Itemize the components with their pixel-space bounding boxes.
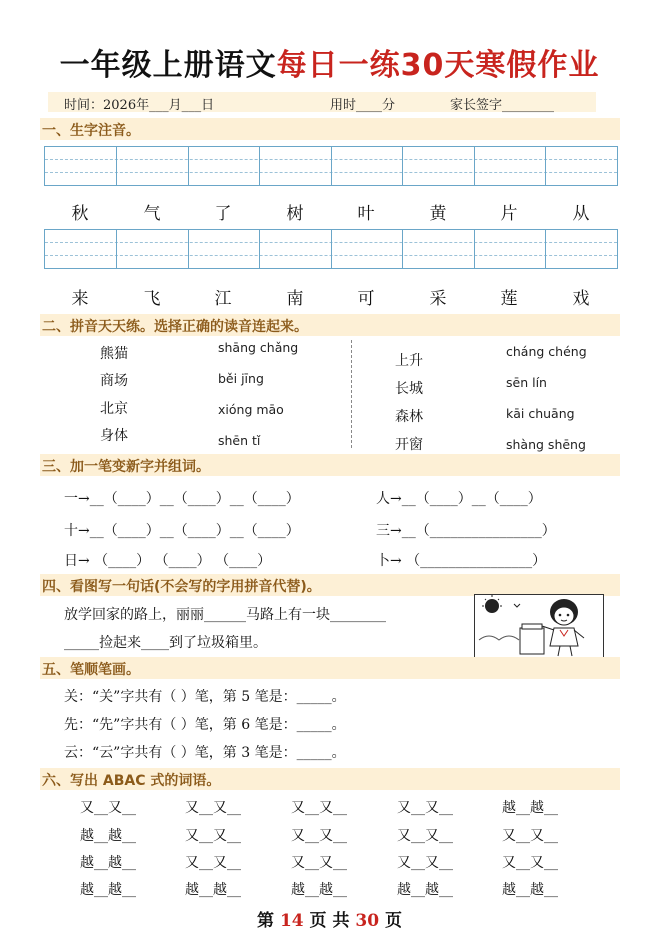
stroke-question[interactable]: 关：“关”字共有（ ）笔，第 5 笔是：_____。 — [64, 689, 346, 705]
match-word[interactable]: 商场 — [100, 373, 128, 389]
char: 来 — [71, 289, 89, 309]
abac-item[interactable]: 越__越__ — [80, 882, 136, 898]
match-word[interactable]: 长城 — [395, 381, 423, 397]
add-stroke-row[interactable]: 三→__（________________） — [376, 523, 556, 539]
abac-item[interactable]: 又__又__ — [291, 855, 347, 871]
section-2-header: 二、拼音天天练。选择正确的读音连起来。 — [40, 314, 620, 336]
section-5-header: 五、笔顺笔画。 — [40, 657, 620, 679]
match-word[interactable]: 森林 — [395, 409, 423, 425]
abac-item[interactable]: 越__越__ — [397, 882, 453, 898]
abac-item[interactable]: 又__又__ — [397, 828, 453, 844]
section-4-header: 四、看图写一句话(不会写的字用拼音代替)。 — [40, 574, 620, 596]
abac-item[interactable]: 又__又__ — [502, 828, 558, 844]
char: 戏 — [572, 289, 590, 309]
match-pinyin[interactable]: xióng māo — [218, 402, 284, 417]
abac-item[interactable]: 又__又__ — [80, 800, 136, 816]
match-pinyin[interactable]: shàng shēng — [506, 437, 586, 452]
abac-item[interactable]: 又__又__ — [185, 828, 241, 844]
add-stroke-row[interactable]: 人→__（____）__（____） — [376, 491, 542, 507]
char: 气 — [143, 204, 161, 224]
match-pinyin[interactable]: kāi chuāng — [506, 406, 575, 421]
abac-item[interactable]: 又__又__ — [397, 800, 453, 816]
abac-item[interactable]: 越__越__ — [502, 882, 558, 898]
abac-item[interactable]: 又__又__ — [291, 828, 347, 844]
abac-item[interactable]: 又__又__ — [185, 855, 241, 871]
char: 飞 — [143, 289, 161, 309]
match-pinyin[interactable]: shāng chǎng — [218, 340, 299, 355]
char: 采 — [429, 289, 447, 309]
char: 黄 — [429, 204, 447, 224]
picture-writing-line[interactable]: 放学回家的路上，丽丽______马路上有一块________ — [64, 607, 386, 623]
pinyin-grid-1[interactable] — [44, 146, 618, 186]
match-pinyin[interactable]: shēn tǐ — [218, 433, 261, 448]
date-field[interactable]: 时间：2026年___月___日 — [64, 98, 215, 113]
abac-item[interactable]: 越__越__ — [185, 882, 241, 898]
char: 江 — [214, 289, 232, 309]
abac-item[interactable]: 又__又__ — [397, 855, 453, 871]
page-title: 一年级上册语文每日一练30天寒假作业 — [59, 48, 600, 83]
abac-item[interactable]: 越__越__ — [291, 882, 347, 898]
page-footer: 第 14 页 共 30 页 — [257, 911, 402, 931]
abac-item[interactable]: 越__越__ — [80, 855, 136, 871]
picture-writing-line[interactable]: _____捡起来____到了垃圾箱里。 — [64, 635, 267, 651]
pinyin-grid-2[interactable] — [44, 229, 618, 269]
char: 可 — [357, 289, 375, 309]
char: 叶 — [357, 204, 375, 224]
char: 树 — [286, 204, 304, 224]
match-word[interactable]: 上升 — [395, 353, 423, 369]
match-word[interactable]: 熊猫 — [100, 346, 128, 362]
match-word[interactable]: 开窗 — [395, 437, 423, 453]
abac-item[interactable]: 又__又__ — [502, 855, 558, 871]
stroke-question[interactable]: 云：“云”字共有（ ）笔，第 3 笔是：_____。 — [64, 745, 346, 761]
match-word[interactable]: 北京 — [100, 401, 128, 417]
char: 秋 — [71, 204, 89, 224]
abac-item[interactable]: 越__越__ — [502, 800, 558, 816]
abac-item[interactable]: 又__又__ — [185, 800, 241, 816]
char: 从 — [572, 204, 590, 224]
section-3-header: 三、加一笔变新字并组词。 — [40, 454, 620, 476]
char: 莲 — [500, 289, 518, 309]
add-stroke-row[interactable]: 日→ （____） （____） （____） — [64, 553, 272, 569]
match-pinyin[interactable]: sēn lín — [506, 375, 547, 390]
char: 了 — [214, 204, 232, 224]
char: 南 — [286, 289, 304, 309]
add-stroke-row[interactable]: 一→__（____）__（____）__（____） — [64, 491, 300, 507]
char: 片 — [500, 204, 518, 224]
abac-item[interactable]: 越__越__ — [80, 828, 136, 844]
match-pinyin[interactable]: běi jīng — [218, 371, 264, 386]
stroke-question[interactable]: 先：“先”字共有（ ）笔，第 6 笔是：_____。 — [64, 717, 346, 733]
match-pinyin[interactable]: cháng chéng — [506, 344, 587, 359]
girl-illustration — [474, 594, 604, 658]
add-stroke-row[interactable]: 十→__（____）__（____）__（____） — [64, 523, 300, 539]
section-1-header: 一、生字注音。 — [40, 118, 620, 140]
section-6-header: 六、写出 ABAC 式的词语。 — [40, 768, 620, 790]
info-bar — [48, 92, 596, 112]
add-stroke-row[interactable]: 卜→ （________________） — [376, 553, 547, 569]
match-word[interactable]: 身体 — [100, 428, 128, 444]
divider — [351, 340, 352, 448]
abac-item[interactable]: 又__又__ — [291, 800, 347, 816]
signature-field[interactable]: 家长签字________ — [450, 98, 555, 113]
duration-field[interactable]: 用时____分 — [330, 98, 396, 113]
